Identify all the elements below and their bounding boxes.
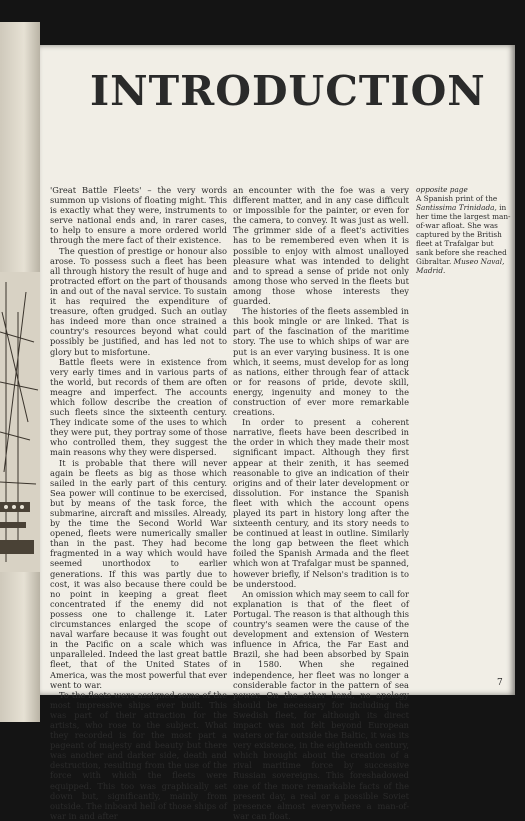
page-number: 7 xyxy=(497,678,503,688)
book-page xyxy=(40,45,515,821)
caption-ship-name: Santissima Trinidada, xyxy=(416,203,497,212)
caption-text-end: in her time the largest man-of-war afloat. She was captured by the British fleet at Trafalgar but sank before she reached Gibraltar. xyxy=(416,203,511,266)
text-column-left xyxy=(50,185,227,821)
paragraph: 'Great Battle Fleets' – the very words summon up visions of floating might. This is exactly what they were, instruments to serve national ends and, in rarer cases, to help to ensure a more ordered world through the mere fact of their existence. xyxy=(50,185,227,246)
caption-text-start: A Spanish print of the xyxy=(416,194,498,203)
page-title: INTRODUCTION xyxy=(90,67,486,115)
paragraph: To the fleets were assigned some of the most impressive ships ever built. This was part of their attraction for the artists, who rose to the subject. What they recorded is for the most part a pageant of majesty and beauty but there was another and darker side, death and destruction, resulting from the use of the force with which the fleets were equipped. This too was graphically set down but, significantly, mainly from outside. The inboard hell of those ships of war in and after xyxy=(50,689,227,821)
paragraph: The question of prestige or honour also arose. To possess such a fleet has been all through history the result of huge and protracted effort on the part of thousands in and out of the naval service. To sustain it has required the expenditure of treasure, often grudged. Such an outlay has indeed more than once strained a country's resources beyond what could possibly be justified, and has led not to glory but to misfortune. xyxy=(50,245,227,357)
caption-heading: opposite page xyxy=(416,185,468,194)
paragraph: It is probable that there will never again be fleets as big as those which sailed in the early part of this century. Sea power will continue to be exercised, but by means of the task force, the submarine, aircraft and missiles. Already, by the time the Second World War opened, fleets were numerically smaller than in the past. They had become fragmented in a way which would have seemed unorthodox to earlier generations. If this was partly due to cost, it was also because there could be no point in keeping a great fleet concentrated if the enemy did not possess one to challenge it. Later circumstances enlarged the scope of naval warfare because it was fought out in the Pacific on a scale which was unparalleled. Indeed the last great battle fleet, that of the United States of America, was the most powerful that ever went to war. xyxy=(50,457,227,690)
text-column-right xyxy=(233,185,409,821)
caption-credit: Museo Naval, Madrid. xyxy=(416,257,505,275)
facing-page-edge xyxy=(0,22,40,722)
paragraph: Battle fleets were in existence from very early times and in various parts of the world, but records of them are often meagre and imperfect. The accounts which follow describe the creation of such fleets since the sixteenth century. They indicate some of the uses to which they were put, they portray some of those who controlled them, they suggest the main reasons why they were dispersed. xyxy=(50,356,227,458)
image-caption xyxy=(416,185,512,275)
paragraph: An omission which may seem to call for explanation is that of the fleet of Portugal. The reason is that although this country's seamen were the cause of the development and extension of Western influence in Africa, the Far East and Brazil, she had been absorbed by Spain in 1580. When she regained independence, her fleet was no longer a considerable factor in the pattern of sea power. On the other hand, no apology should be necessary for including the Swedish fleet, for although its direct impact was not felt beyond European waters or far outside the Baltic, it was its very existence, in the eighteenth century, which brought about the creation of a rival maritime force by successive Russian sovereigns. This foreshadowed one of the more remarkable facts of the present day, a real or a possible Soviet presence almost everywhere a man-of-war can float. xyxy=(233,588,409,821)
paragraph: In order to present a coherent narrative, fleets have been described in the order in which they made their most significant impact. Although they first appear at their zenith, it has seemed reasonable to give an indication of their origins and of their later development or dissolution. For instance the Spanish fleet with which the account opens played its part in history long after the sixteenth century, and its story needs to be continued at least in outline. Similarly the long gap between the fleet which foiled the Spanish Armada and the fleet which won at Trafalgar must be spanned, however briefly, if Nelson's tradition is to be understood. xyxy=(233,417,409,589)
paragraph: The histories of the fleets assembled in this book mingle or are linked. That is part of the fascination of the maritime story. The use to which ships of war are put is an ever varying business. It is one which, it seems, must develop for as long as nations, either through fear of attack or for reasons of pride, devote skill, energy, ingenuity and money to the construction of ever more remarkable creations. xyxy=(233,306,409,418)
ship-engraving-illustration xyxy=(0,272,40,572)
paragraph: an encounter with the foe was a very different matter, and in any case difficult or impossible for the painter, or even for the camera, to convey. It was just as well. The grimmer side of a fleet's activities has to be remembered even when it is possible to enjoy with almost unalloyed pleasure what was intended to delight and to spread a sense of pride not only among those who served in the fleets but among those whose interests they guarded. xyxy=(233,185,409,307)
